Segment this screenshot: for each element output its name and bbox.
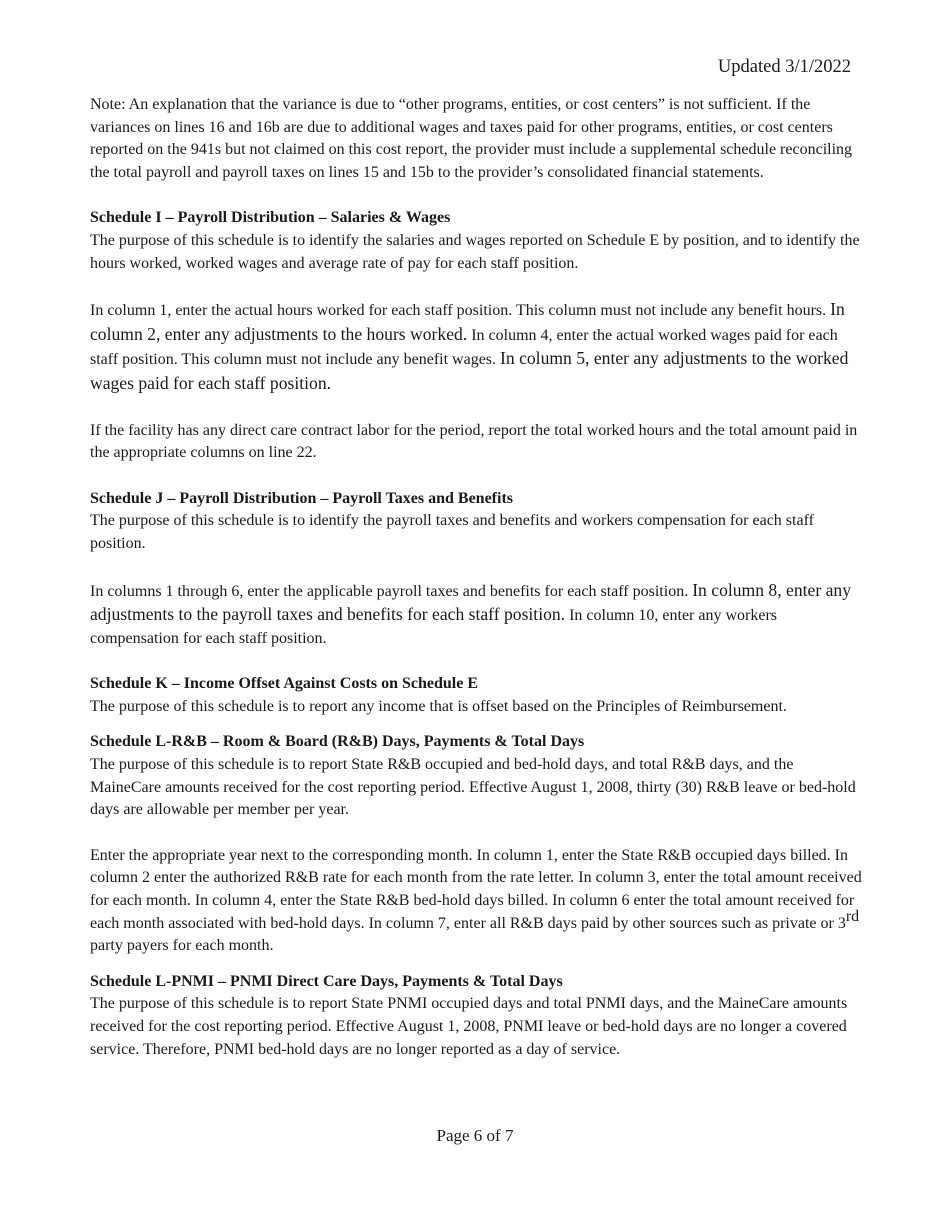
schedule-i-instr-part3: In column 4, enter the actual worked wages paid for each staff position. This column must not include any benefit wages. <box>90 326 838 369</box>
page-number: Page 6 of 7 <box>436 1126 514 1145</box>
schedule-i-instr-part1: In column 1, enter the actual hours worked for each staff position. This column must not include any benefit hours. <box>90 302 831 320</box>
schedule-i-heading: Schedule I – Payroll Distribution – Salaries & Wages <box>90 209 451 227</box>
schedule-l-rb-instr-part1: Enter the appropriate year next to the corresponding month. In column 1, enter the State R&B occupied days billed. In column 2 enter the authorized R&B rate for each month from the rate letter. In column 3, enter the total amount received for each month. In column 4, enter the State R&B bed-hold days billed. In column 6 enter the total amount received for each month associated with bed-hold days. In column 7, enter all R&B days paid by other sources such as private or 3 <box>90 846 862 932</box>
schedule-j-instructions <box>90 579 865 651</box>
schedule-k-purpose: The purpose of this schedule is to report any income that is offset based on the Principles of Reimbursement. <box>90 697 787 715</box>
schedule-j-purpose: The purpose of this schedule is to identify the payroll taxes and benefits and workers compensation for each staff position. <box>90 512 814 552</box>
schedule-l-rb-instructions <box>90 845 865 958</box>
schedule-i-contract-labor: If the facility has any direct care contract labor for the period, report the total worked hours and the total amount paid in the appropriate columns on line 22. <box>90 421 858 462</box>
updated-date: Updated 3/1/2022 <box>717 57 851 77</box>
schedule-l-rb-heading: Schedule L-R&B – Room & Board (R&B) Days, Payments & Total Days <box>90 733 585 751</box>
document-body <box>90 94 865 1061</box>
schedule-i-instructions <box>90 298 865 396</box>
schedule-j-instr-part2: In column 8, enter any adjustments to the payroll taxes and benefits for each staff position. <box>90 579 851 625</box>
schedule-j-heading: Schedule J – Payroll Distribution – Payroll Taxes and Benefits <box>90 489 514 507</box>
schedule-i-instr-part2: In column 2, enter any adjustments to the hours worked. <box>90 299 845 344</box>
schedule-j-instr-part3: In column 10, enter any workers compensation for each staff position. <box>90 607 778 647</box>
schedule-l-rb-purpose: The purpose of this schedule is to report State R&B occupied and bed-hold days, and total R&B days, and the MaineCare amounts received for the cost reporting period. Effective August 1, 2008, thirty (30) R&B leave or bed-hold days are allowable per member per year. <box>90 756 856 819</box>
schedule-i-instr-part4: In column 5, enter any adjustments to the worked wages paid for each staff position. <box>90 348 849 393</box>
variance-note: Note: An explanation that the variance is due to “other programs, entities, or cost centers” is not sufficient. If the variances on lines 16 and 16b are due to additional wages and taxes paid for other programs, entities, or cost centers reported on the 941s but not claimed on this cost report, the provider must include a supplemental schedule reconciling the total payroll and payroll taxes on lines 15 and 15b to the provider’s consolidated financial statements. <box>90 96 853 181</box>
ordinal-suffix: rd <box>845 907 860 925</box>
schedule-l-rb-instr-part2: party payers for each month. <box>90 937 274 955</box>
schedule-l-pnmi-purpose: The purpose of this schedule is to report State PNMI occupied days and total PNMI days, and the MaineCare amounts received for the cost reporting period. Effective August 1, 2008, PNMI leave or bed-hold days are no longer a covered service. Therefore, PNMI bed-hold days are no longer reported as a day of service. <box>90 995 848 1058</box>
schedule-j-instr-part1: In columns 1 through 6, enter the applicable payroll taxes and benefits for each staff position. <box>90 582 693 600</box>
schedule-i-purpose: The purpose of this schedule is to identify the salaries and wages reported on Schedule E by position, and to identify the hours worked, worked wages and average rate of pay for each staff position. <box>90 231 860 272</box>
schedule-l-pnmi-heading: Schedule L-PNMI – PNMI Direct Care Days, Payments & Total Days <box>90 972 563 990</box>
schedule-k-heading: Schedule K – Income Offset Against Costs on Schedule E <box>90 675 479 693</box>
